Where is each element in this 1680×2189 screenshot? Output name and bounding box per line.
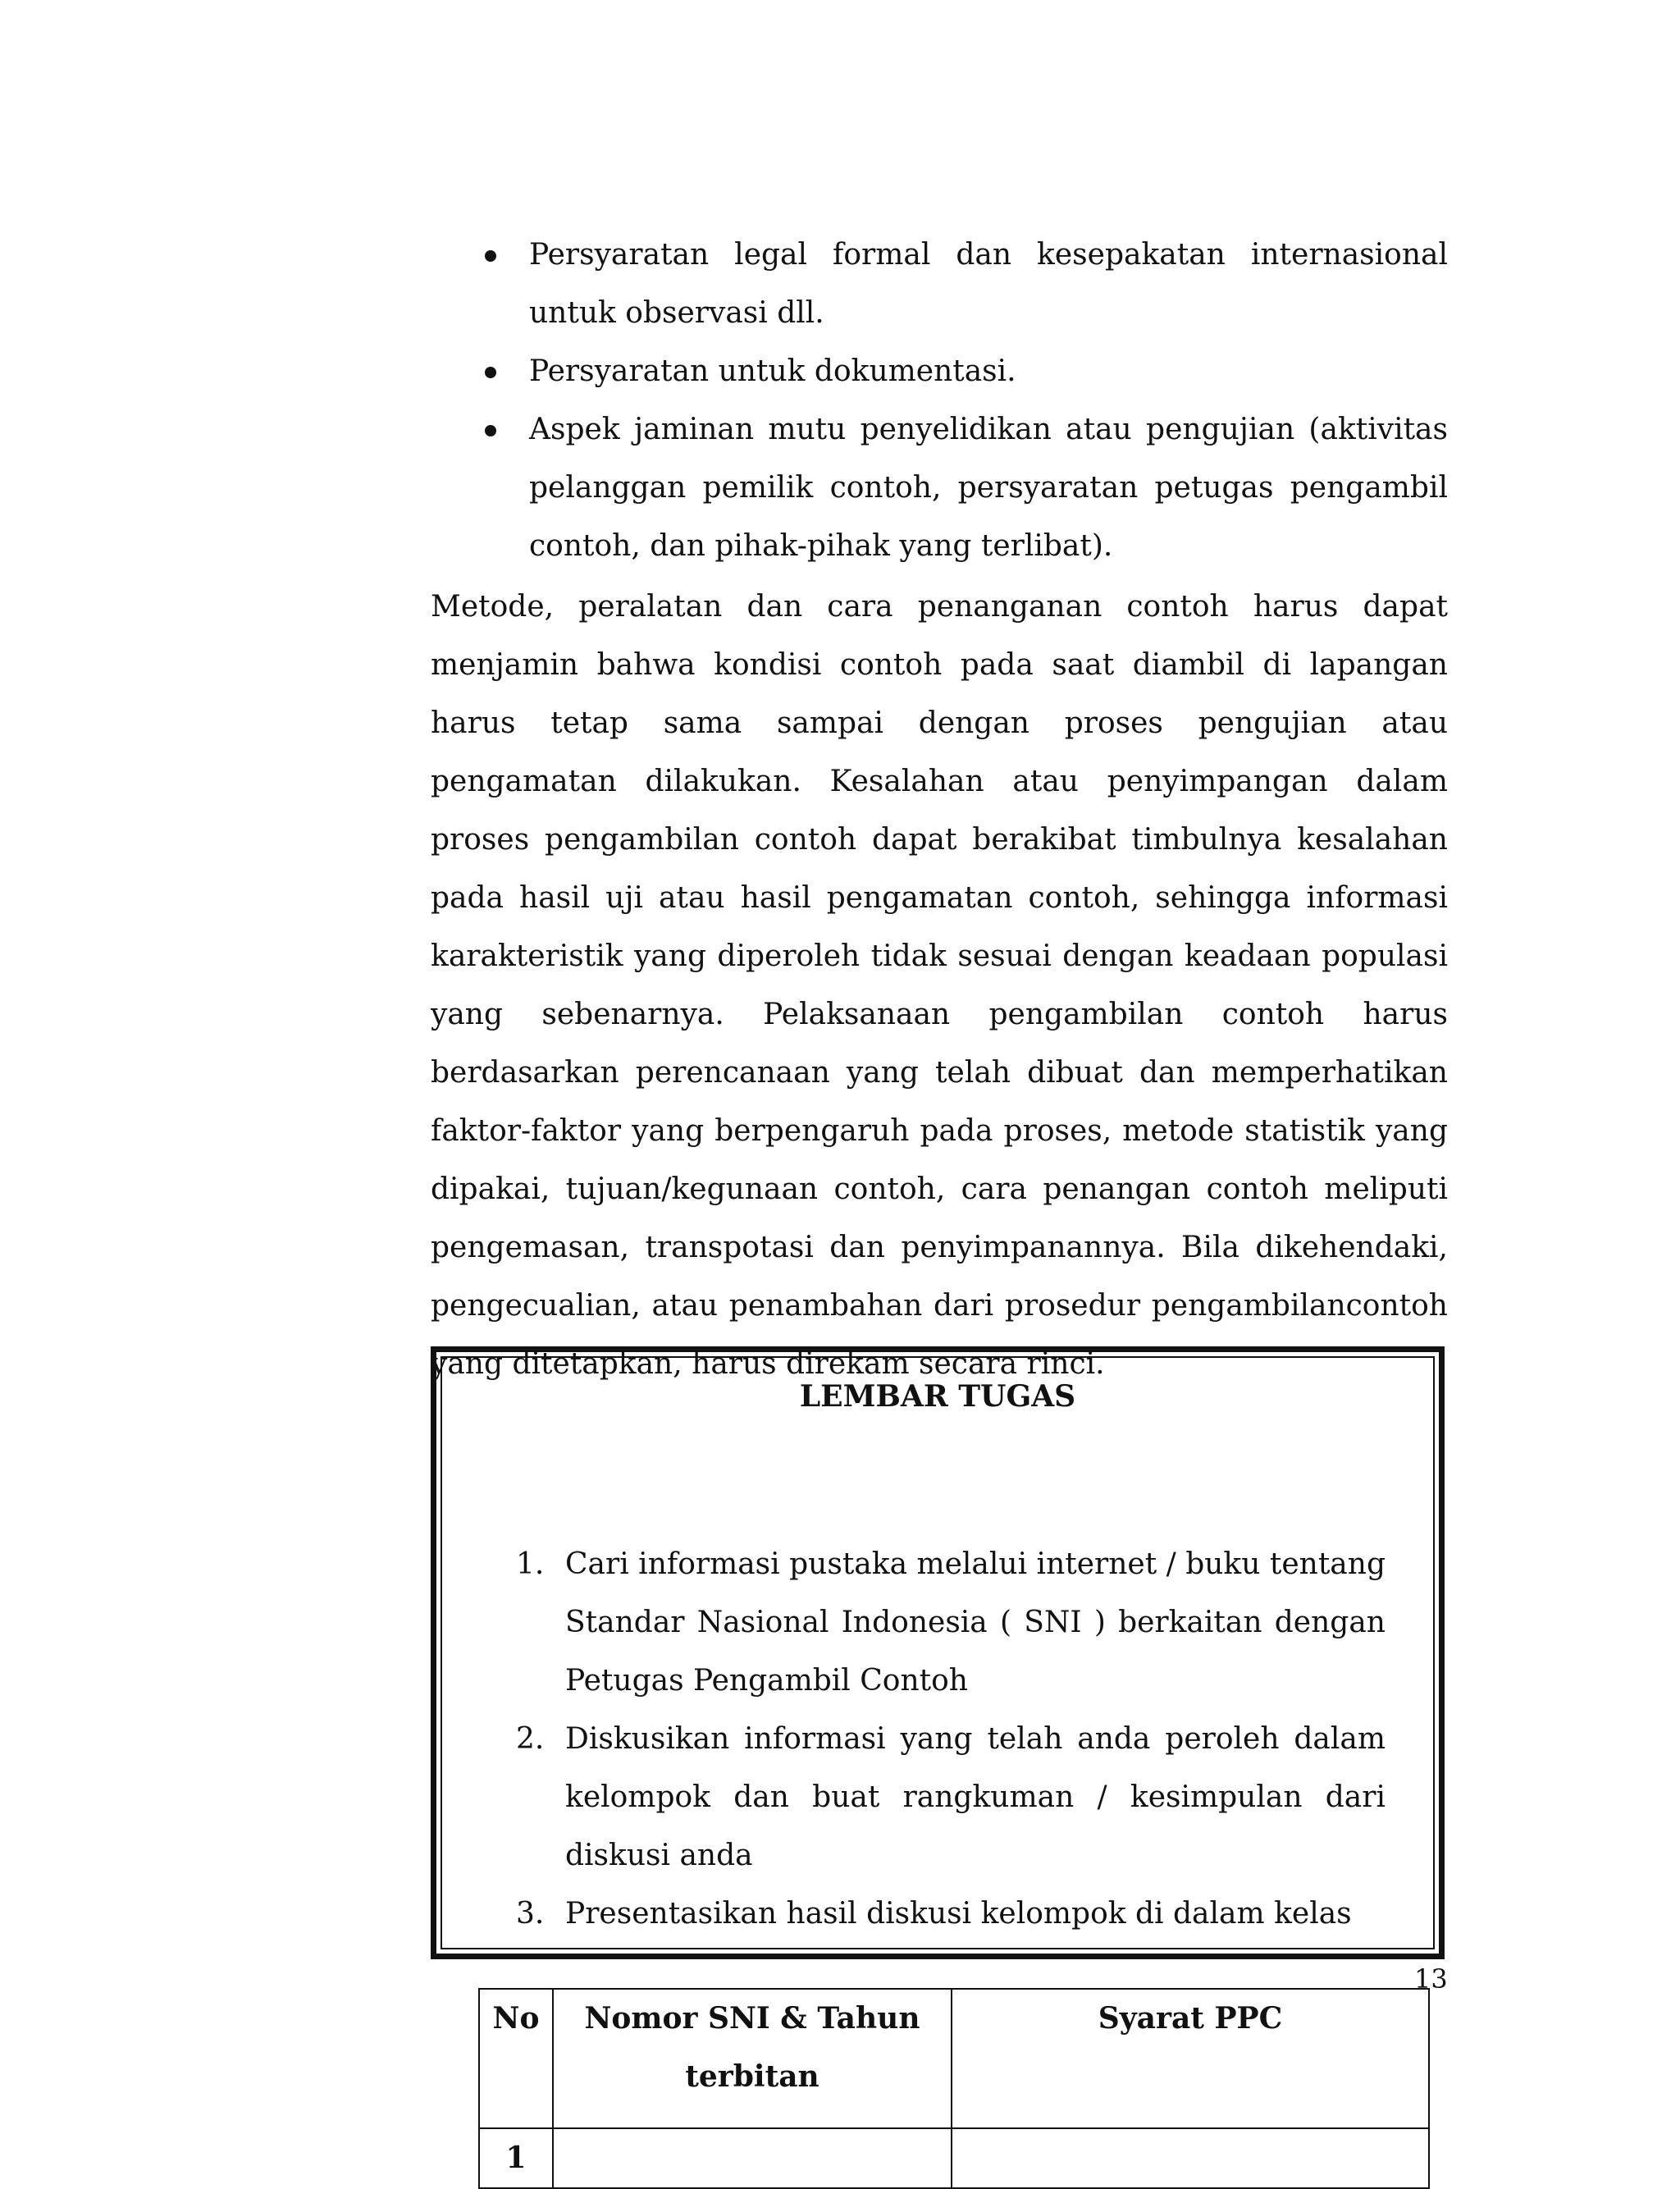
table-row — [479, 2128, 1429, 2188]
page-number: 13 — [1414, 1963, 1448, 1995]
task-list — [516, 1535, 1386, 1943]
task-item — [516, 1885, 1386, 1943]
task-item — [516, 1710, 1386, 1885]
table-cell-no: 1 — [479, 2128, 553, 2188]
task-item-text: Diskusikan informasi yang telah anda peroleh dalam kelompok dan buat rangkuman / kesimpulan dari diskusi anda — [565, 1722, 1386, 1872]
task-item — [516, 1535, 1386, 1710]
sni-table — [478, 1988, 1430, 2189]
task-sheet-title: LEMBAR TUGAS — [799, 1379, 1076, 1414]
task-item-number: 3. — [516, 1897, 545, 1931]
bullet-item — [431, 226, 1448, 342]
task-item-text: Cari informasi pustaka melalui internet / buku tentang Standar Nasional Indonesia ( SNI ) berkaitan dengan Petugas Pengambil Contoh — [565, 1547, 1386, 1698]
bullet-item — [431, 342, 1448, 400]
bullet-item — [431, 400, 1448, 575]
bullet-dot-icon — [485, 367, 496, 378]
table-header-row — [479, 1989, 1429, 2128]
bullet-dot-icon — [485, 250, 496, 262]
task-item-number: 1. — [516, 1547, 545, 1581]
task-sheet-box — [431, 1346, 1445, 1959]
bullet-list — [431, 226, 1448, 575]
bullet-text: Aspek jaminan mutu penyelidikan atau pengujian (aktivitas pelanggan pemilik contoh, persyaratan petugas pengambil contoh, dan pihak-pihak yang terlibat). — [529, 413, 1448, 563]
table-cell-nomor-sni — [553, 2128, 952, 2188]
table-header-nomor-sni: Nomor SNI & Tahun terbitan — [553, 1989, 952, 2128]
body-paragraph: Metode, peralatan dan cara penanganan contoh harus dapat menjamin bahwa kondisi contoh pada saat diambil di lapangan harus tetap sama sampai dengan proses pengujian atau pengamatan dilakukan. Kesalahan atau penyimpangan dalam proses pengambilan contoh dapat berakibat timbulnya kesalahan pada hasil uji atau hasil pengamatan contoh, sehingga informasi karakteristik yang diperoleh tidak sesuai dengan keadaan populasi yang sebenarnya. Pelaksanaan pengambilan contoh harus berdasarkan perencanaan yang telah dibuat dan memperhatikan faktor-faktor yang berpengaruh pada proses, metode statistik yang dipakai, tujuan/kegunaan contoh, cara penangan contoh meliputi pengemasan, transpotasi dan penyimpanannya. Bila dikehendaki, pengecualian, atau penambahan dari prosedur pengambilancontoh yang ditetapkan, harus direkam secara rinci. — [431, 590, 1448, 1381]
task-item-text: Presentasikan hasil diskusi kelompok di dalam kelas — [565, 1897, 1352, 1931]
table-header-syarat-ppc: Syarat PPC — [952, 1989, 1429, 2128]
bullet-text: Persyaratan untuk dokumentasi. — [529, 354, 1016, 388]
table-cell-syarat-ppc — [952, 2128, 1429, 2188]
table-header-no: No — [479, 1989, 553, 2128]
task-item-number: 2. — [516, 1722, 545, 1756]
bullet-text: Persyaratan legal formal dan kesepakatan internasional untuk observasi dll. — [529, 238, 1448, 330]
task-sheet-inner-border — [441, 1356, 1435, 1949]
bullet-dot-icon — [485, 425, 496, 436]
